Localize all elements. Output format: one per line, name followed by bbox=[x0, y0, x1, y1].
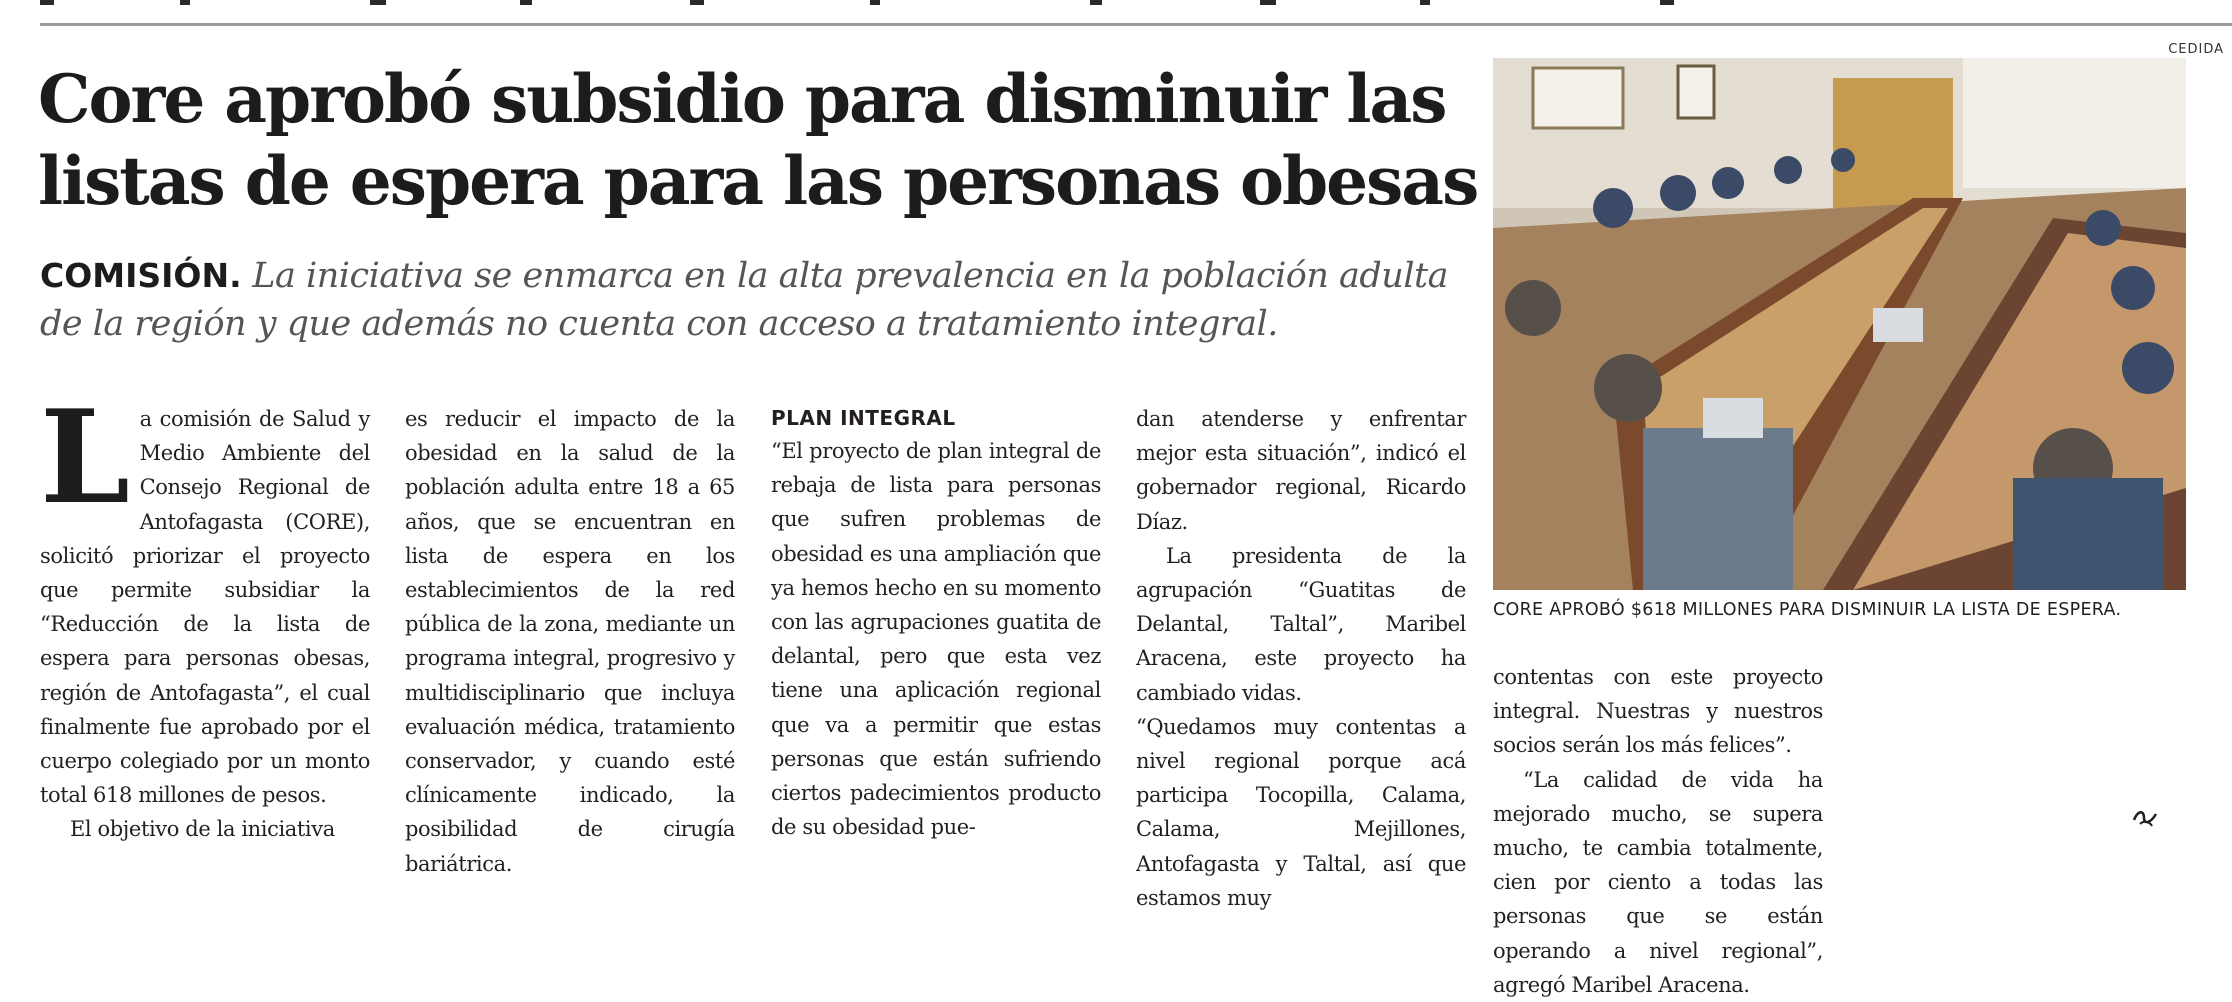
lead-text: La iniciativa se enmarca en la alta prevalencia en la población adulta de la región y que además no cuenta con acceso a tratamiento integral. bbox=[40, 256, 1448, 344]
subhead-plan-integral: PLAN INTEGRAL bbox=[771, 406, 956, 430]
paragraph-2: El objetivo de la iniciativa bbox=[70, 817, 335, 842]
paragraph-2-continued: es reducir el impacto de la obesidad en la salud de la población adulta entre 18 a 65 años, que se encuentran en lista de espera en los establecimientos de la red pública de la zona, mediante un programa integral, progresivo y multidisciplinario que incluya evaluación médica, tratamiento conservador, y cuando esté clínicamente indicado, la posibilidad de cirugía bariátrica. bbox=[405, 407, 735, 876]
end-mark-icon bbox=[2130, 808, 2160, 832]
column-1 bbox=[40, 383, 370, 847]
lead-kicker: COMISIÓN. bbox=[40, 256, 242, 295]
paragraph-4: La presidenta de la agrupación “Guatitas de Delantal, Taltal”, Maribel Aracena, este proyecto ha cambiado vidas. bbox=[1136, 543, 1466, 705]
previous-page-strip bbox=[0, 0, 2232, 22]
column-5 bbox=[1493, 660, 1823, 1002]
paragraph-5: “Quedamos muy contentas a nivel regional porque acá participa Tocopilla, Calama, Calama, Mejillones, Antofagasta y Taltal, así que estamos muy bbox=[1136, 714, 1466, 910]
photo-credit: CEDIDA bbox=[2168, 42, 2224, 57]
paragraph-1-text: a comisión de Salud y Medio Ambiente del Consejo Regional de Antofagasta (CORE), solicitó priorizar el proyecto que permite subsidiar la “Reducción de la lista de espera para personas obesas, región de Antofagasta”, el cual finalmente fue aprobado por el cuerpo colegiado por un monto total 618 millones de pesos. bbox=[40, 407, 370, 808]
column-3 bbox=[771, 402, 1101, 844]
photo-caption: CORE APROBÓ $618 MILLONES PARA DISMINUIR LA LISTA DE ESPERA. bbox=[1493, 600, 2122, 620]
article-headline: Core aprobó subsidio para disminuir las listas de espera para las personas obesas bbox=[38, 60, 1478, 220]
paragraph-6: “La calidad de vida ha mejorado mucho, se supera mucho, te cambia totalmente, cien por ciento a todas las personas que se están operando a nivel regional”, agregó Maribel Aracena. bbox=[1493, 767, 1823, 997]
paragraph-5-continued: contentas con este proyecto integral. Nuestras y nuestros socios serán los más felices”. bbox=[1493, 665, 1823, 758]
article-photo bbox=[1493, 58, 2186, 590]
drop-cap: L bbox=[40, 383, 130, 533]
paragraph-3: “El proyecto de plan integral de rebaja de lista para personas que sufren problemas de obesidad es una ampliación que ya hemos hecho en su momento con las agrupaciones guatita de delantal, pero que esta vez tiene una aplicación regional que va a permitir que estas personas que están sufriendo ciertos padecimientos producto de su obesidad pue- bbox=[771, 439, 1101, 840]
top-rule bbox=[40, 23, 2232, 26]
column-2 bbox=[405, 402, 735, 881]
paragraph-1 bbox=[40, 383, 370, 812]
column-4 bbox=[1136, 402, 1466, 915]
paragraph-3-continued: dan atenderse y enfrentar mejor esta situación”, indicó el gobernador regional, Ricardo Díaz. bbox=[1136, 407, 1466, 534]
article-lead bbox=[40, 252, 1480, 348]
